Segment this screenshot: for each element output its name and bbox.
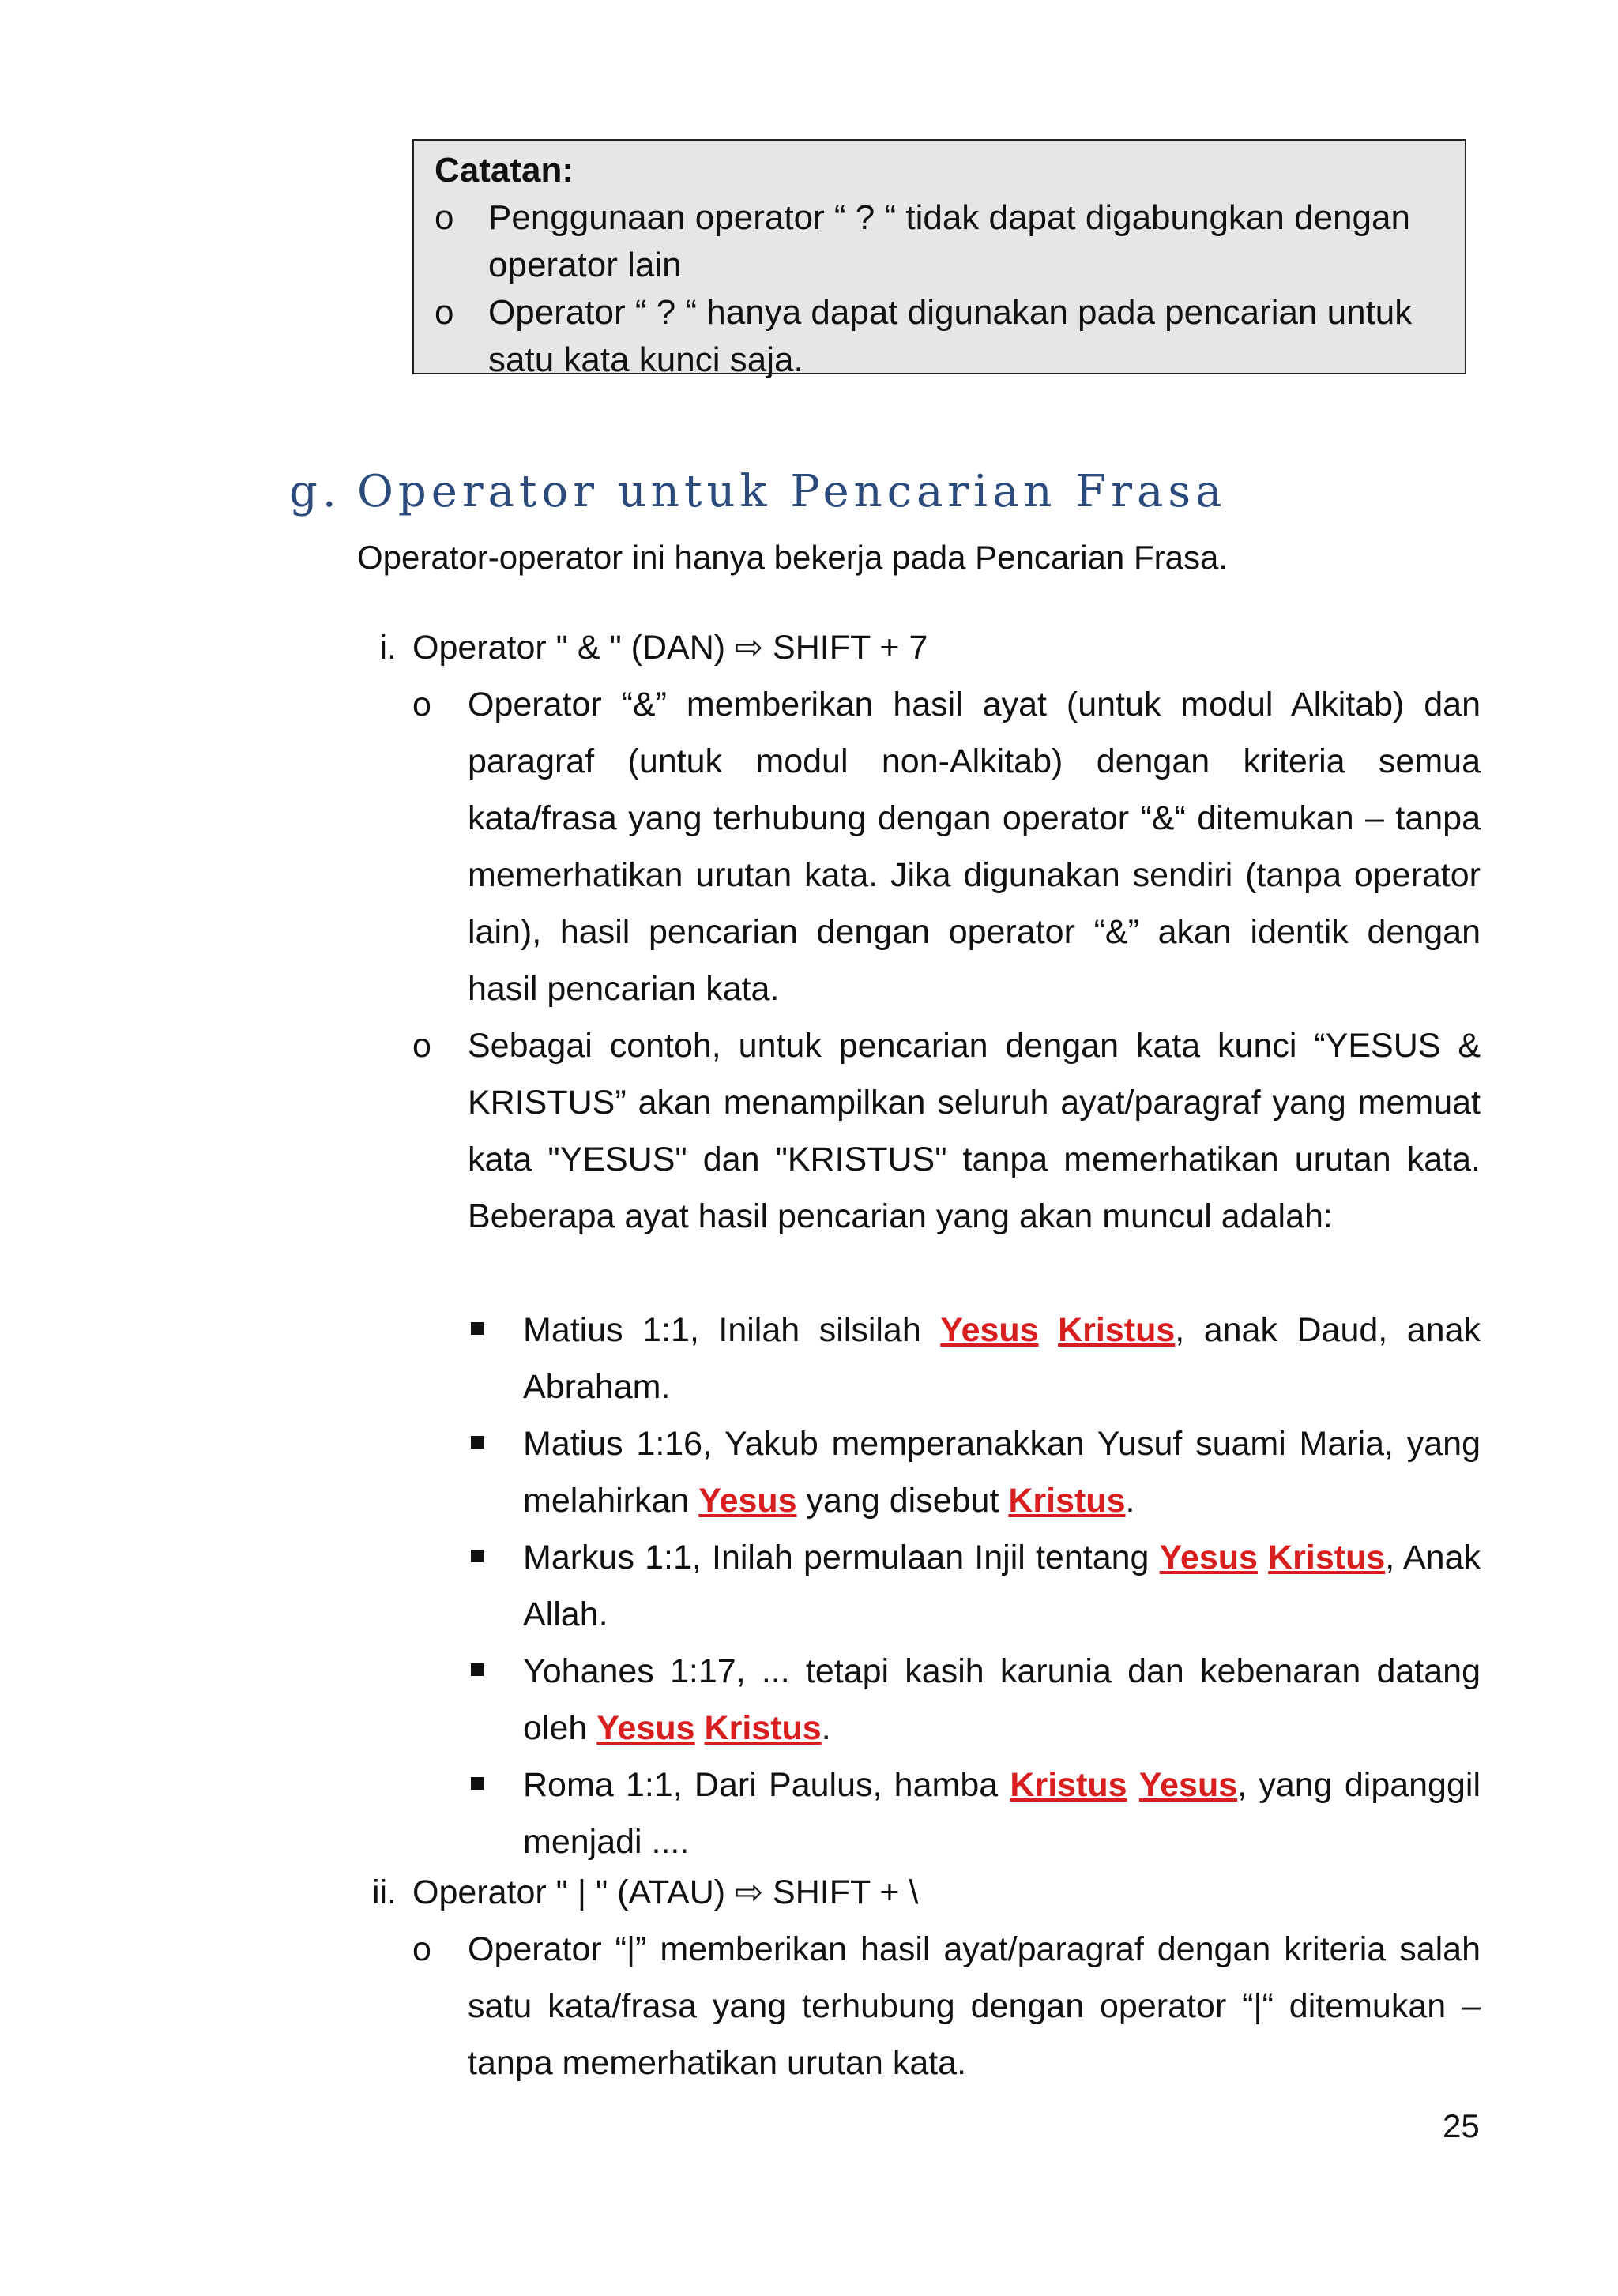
highlight-word: Yesus [1159, 1539, 1258, 1576]
note-box [412, 139, 1466, 379]
square-bullet-icon [471, 1777, 484, 1790]
note-item-line: Penggunaan operator “ ? “ tidak dapat digabungkan dengan [488, 198, 1410, 237]
square-bullet-icon [471, 1550, 484, 1562]
example-verse [523, 1302, 1481, 1415]
bullet-marker: o [435, 198, 454, 237]
bullet-marker: o [435, 293, 454, 332]
example-verse [523, 1529, 1481, 1643]
operator-label: Operator " | " (ATAU) ⇨ SHIFT + \ [412, 1873, 919, 1911]
verse-text [1039, 1311, 1059, 1349]
verse-text: Markus 1:1, Inilah permulaan Injil tentang [523, 1539, 1160, 1576]
section-intro: Operator-operator ini hanya bekerja pada Pencarian Frasa. [357, 539, 1228, 576]
note-item-line: operator lain [488, 246, 682, 284]
bullet-paragraph [412, 1017, 1481, 1245]
verse-text: . [1125, 1482, 1135, 1520]
bullet-paragraph [412, 676, 1481, 1017]
verse-text: Roma 1:1, Dari Paulus, hamba [523, 1766, 1010, 1804]
section-heading [289, 466, 1226, 517]
verse-text: Yohanes 1:17, ... tetapi kasih karunia dan kebenaran datang oleh [523, 1652, 1481, 1747]
verse-text: , Anak Allah. [523, 1539, 1481, 1633]
highlight-word: Yesus [940, 1311, 1039, 1349]
verse-text: Matius 1:16, Yakub memperanakkan Yusuf suami Maria, yang melahirkan [523, 1425, 1481, 1520]
verse-text: , anak Daud, anak Abraham. [523, 1311, 1481, 1406]
highlight-word: Kristus [704, 1709, 822, 1747]
example-verse [523, 1757, 1481, 1870]
section-letter: g. [289, 466, 341, 517]
square-bullet-icon [471, 1322, 484, 1335]
section-title: Operator untuk Pencarian Frasa [357, 466, 1227, 517]
verse-text: Matius 1:1, Inilah silsilah [523, 1311, 941, 1349]
verse-text [695, 1709, 705, 1747]
bullet-paragraph [412, 1921, 1481, 2091]
verse-text: , yang dipanggil menjadi .... [523, 1766, 1481, 1861]
item-number: i. [379, 629, 397, 667]
highlight-word: Yesus [1138, 1766, 1238, 1804]
bullet-marker: o [412, 1027, 431, 1065]
example-verse [523, 1415, 1481, 1529]
note-item-line: satu kata kunci saja. [488, 340, 803, 379]
square-bullet-icon [471, 1436, 484, 1449]
highlight-word: Kristus [1008, 1482, 1126, 1520]
note-item-line: Operator “ ? “ hanya dapat digunakan pada pencarian untuk [488, 293, 1413, 332]
verse-text: . [821, 1709, 831, 1747]
square-bullet-icon [471, 1663, 484, 1676]
page-number: 25 [1443, 2107, 1480, 2144]
verse-text [1258, 1539, 1268, 1576]
highlight-word: Kristus [1268, 1539, 1386, 1576]
bullet-marker: o [412, 1930, 431, 1968]
item-number: ii. [371, 1873, 397, 1911]
note-item [435, 194, 1444, 289]
paragraph-text: Operator “|” memberikan hasil ayat/paragraf dengan kriteria salah satu kata/frasa yang terhubung dengan operator “|“ ditemukan – tanpa memerhatikan urutan kata. [468, 1930, 1481, 2082]
bullet-marker: o [412, 686, 431, 723]
highlight-word: Kristus [1010, 1766, 1127, 1804]
highlight-word: Yesus [698, 1482, 797, 1520]
paragraph-text: Sebagai contoh, untuk pencarian dengan kata kunci “YESUS & KRISTUS” akan menampilkan seluruh ayat/paragraf yang memuat kata "YESUS" dan "KRISTUS" tanpa memerhatikan urutan kata. Beberapa ayat hasil pencarian yang akan muncul adalah: [468, 1027, 1481, 1235]
highlight-word: Kristus [1058, 1311, 1176, 1349]
highlight-word: Yesus [596, 1709, 695, 1747]
note-item [435, 289, 1444, 384]
operator-label: Operator " & " (DAN) ⇨ SHIFT + 7 [412, 629, 928, 667]
example-verse [523, 1643, 1481, 1757]
verse-text: yang disebut [796, 1482, 1009, 1520]
paragraph-text: Operator “&” memberikan hasil ayat (untuk modul Alkitab) dan paragraf (untuk modul non-Alkitab) dengan kriteria semua kata/frasa yang terhubung dengan operator “&“ ditemukan – tanpa memerhatikan urutan kata. Jika digunakan sendiri (tanpa operator lain), hasil pencarian dengan operator “&” akan identik dengan hasil pencarian kata. [468, 686, 1481, 1008]
verse-text [1127, 1766, 1139, 1804]
note-title: Catatan: [435, 151, 574, 190]
